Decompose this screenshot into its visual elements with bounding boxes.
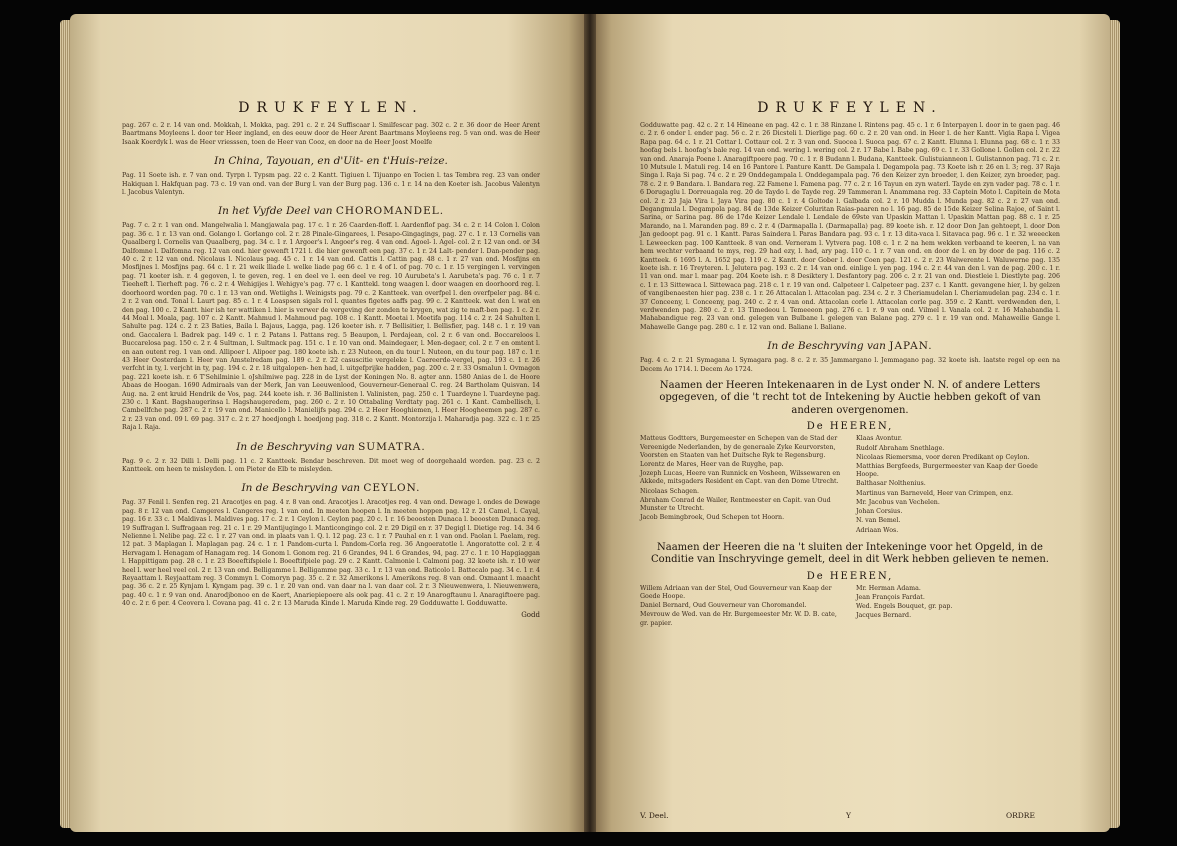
- china-paragraph: Pag. 11 Soete ish. r. 7 van ond. Tyrpn l. Typsm pag. 22 c. 2 Kantt. Tigiuen l. Tijuanpo en Tocien l. tas Tembra reg. 23 van onder Hakiquan l. Hakfquan pag. 73 c. 19 van ond. van der Burg l. van der Burg pag. 136 c. 1 r. 14 na den Koeter ish. Jacobus Valentyn l. Jacobus Valentyn.: [122, 172, 540, 197]
- japan-paragraph: Pag. 4 c. 2 r. 21 Symagana l. Symagara pag. 8 c. 2 r. 35 Jammargano l. Jemmagano pag. 32 koete ish. laatste regel op een na Decem Ao 1714. l. Decem Ao 1724.: [640, 357, 1060, 373]
- subscriber-name: Wed. Engels Bouquet, gr. pap.: [856, 603, 953, 611]
- sumatra-paragraph: Pag. 9 c. 2 r. 32 Dilli l. Delli pag. 11 c. 2 Kantteek. Bendar beschreven. Dit moet weg of doorgehaald worden. pag. 23 c. 2 Kantteek. om heen te misleyden. l. om Pieter de Elb te misleyden.: [122, 457, 540, 473]
- running-head-right: DRUKFEYLEN.: [757, 100, 943, 116]
- subscriber-name: Balthasar Nolthenius.: [856, 480, 926, 488]
- late-subscribers-column-left: [640, 585, 844, 629]
- section-heading-name: CEYLON.: [363, 482, 421, 495]
- subscribers-list: [640, 435, 1060, 535]
- section-heading-choromandel: [122, 205, 540, 217]
- subscribers-title: Naamen der Heeren Intekenaaren in de Lyst onder N. N. of andere Letters opgegeven, of die 't recht tot de Intekening by Auctie hebben gekoft of van anderen overgenomen.: [659, 379, 1041, 416]
- subscriber-name: Jacques Bernard.: [856, 612, 912, 620]
- section-heading-name: JAPAN.: [889, 340, 933, 353]
- subscribers-column-left: [640, 435, 844, 535]
- section-heading-prefix: In de Beschryving van: [767, 340, 886, 353]
- subscriber-name: Johan Corsius.: [856, 508, 903, 516]
- late-subscribers-title: Naamen der Heeren die na 't sluiten der Intekeninge voor het Opgeld, in de Conditie van Inschryvinge gemelt, deel in dit Werk hebben gelieven te nemen.: [651, 541, 1049, 566]
- section-heading-prefix: In de Beschryving van: [236, 440, 355, 453]
- subscribers-column-right: [856, 435, 1060, 535]
- left-page-text: [122, 100, 540, 619]
- subscriber-name: Mr. Jacobus van Vechelen.: [856, 498, 940, 506]
- section-heading-name: CHOROMANDEL.: [335, 205, 445, 218]
- book-gutter: [584, 14, 596, 832]
- section-heading-ceylon: [122, 482, 540, 494]
- section-heading-name: SUMATRA.: [358, 440, 426, 453]
- subscriber-name: Willem Adriaan van der Stel, Oud Gouverneur van Kaap der Goede Hoope.: [640, 584, 832, 600]
- subscriber-name: Martinus van Barneveld, Heer van Crimpen, enz.: [856, 489, 1014, 497]
- catchword-right: ORDRE: [1006, 811, 1035, 820]
- subscriber-name: Jacob Bemingbroek, Oud Schepen tot Hoorn.: [640, 514, 785, 522]
- catchword-left: Godd: [521, 610, 540, 619]
- subscriber-name: Rudolf Abraham Snethlage.: [856, 444, 945, 452]
- section-heading-japan: [640, 340, 1060, 352]
- running-head-left: DRUKFEYLEN.: [238, 100, 424, 116]
- subscriber-name: Nicolaas Riemersma, voor deren Predikant op Ceylon.: [856, 453, 1030, 461]
- subscriber-name: Klaas Avontur.: [856, 435, 903, 443]
- open-book: [70, 14, 1110, 832]
- subscriber-name: Abraham Conrad de Wailer, Rentmeester en Capit. van Oud Munster te Utrecht.: [640, 496, 831, 513]
- signature-mark: V. Deel.: [640, 811, 669, 820]
- subscribers-heading: De HEEREN,: [806, 421, 894, 433]
- ceylon-continued-paragraph: Godduwatte pag. 42 c. 2 r. 14 Hineane en pag. 42 c. 1 r. 38 Rinzane l. Rintens pag. 45 c. 1 r. 6 Interpayen l. door in te gaen pag. 46 c. 2 r. 6 onder l. ender pag. 56 c. 2 r. 26 Dicsteli l. Dierlige pag. 60 c. 2 r. 20 van ond. in Heer l. de her Kantt. Vigia Rapa l. Vigea Rapa pag. 64 c. 1 r. 21 Cottar l. Cottaur col. 2 r. 3 van ond. Suocea l. Suoca pag. 67 c. 2 Kantt. Elunna l. Elunna pag. 68 c. 1 r. 33 hoofag bels l. hoofag's bale reg. 14 van ond. wering l. wering col. 2 r. 17 Babe l. Babe pag. 69 c. 1 r. 33 Gollone l. Gollen col. 2 r. 22 van ond. Anaraja Poene l. Anaragiftpoere pag. 70 c. 1 r. 8 Budann l. Budana, Kantteek. Gulistuianneon l. Gulistannon pag. 71 c. 2 r. 10 Mutsule l. Matuli reg. 14 en 16 Pantore l. Panture Kantt. De Gampala l. Degampola pag. 73 Koete ish r. 26 en l. 3; reg. 37 Raja Singa l. Raja Si pag. 74 c. 2 r. 29 Onddegampala l. Onddegampala pag. 76 den Keizer zyn broeder, l. den Keizer, zyn broeder, pag. 78 c. 2 r. 9 Bandara. l. Bandara reg. 22 Famene l. Famena pag. 77 c. 2 r. 16 Tayun en zyn waterl. Tayde en zyn vader pag. 78 c. 1 r. 6 Dorugaglu l. Dorreuagala reg. 20 de Taydo l. de Tayde reg. 29 Tammeran l. Anammana reg. 33 Captein Moto l. Capitein de Mota col. 2 r. 23 Jaja Vira l. Jaya Vira pag. 80 c. 1 r. 4 Goltode l. Galbada col. 2 r. 10 Mudda l. Munda pag. 82 c. 2 r. 27 van ond. Degangmula l. Degampola pag. 84 de 13de Keizer Coluritan Raias-paaren no l. 16 pag. 85 de 15de Keizer Selina Rajoe, of Saint l. Sarina, or Sarina pag. 86 de 17de Keizer Lendale l. Lendale de 69ste van Upaskin Mattan l. Upaskin Mattan pag. 88 c. 1 r. 25 Marando, na l. Maranden pag. 89 c. 2 r. 4 (Darmapalla l. (Darmapalla) pag. 89 koete ish. r. 12 door Don Jan gehtoept, l. door Don Jan gedoopt pag. 91 c. 1 Kantt. Paras Saindera l. Paras Bandara pag. 93 c. 1 r. 13 dita-vaca l. Sitavaca pag. 96 c. 1 r. 32 weeecken l. Leweecken pag. 100 Kantteek. 8 van ond. Verneram l. Vytvera pag. 108 c. 1 r. 2 na hem wekken verbaand te keeren, l. na van hem wechter verbaand te mys, reg. 29 had ezy, l. had, ary pag. 110 c. 1 r. 7 van ond. en door de l. en by door de pag. 116 c. 2 Kantteek. 6 1695 l. A. 1652 pag. 119 c. 2 Kantt. door Gober l. door Coen pag. 121 c. 2 r. 23 Walwerente l. Waluwerne pag. 135 koete ish. r. 16 Treyteren. l. Jelutera pag. 193 c. 2 r. 14 van ond. einlige l. yen pag. 194 c. 2 r. 44 van den l. van de pag. 200 c. 1 r. 11 van ond. mar l. maar pag. 204 Koete ish. r. 8 Desiktery l. Desfantory pag. 206 c. 2 r. 21 van ond. Diestleie l. Diestlyte pag. 206 c. 1 r. 13 Sittewaca l. Sittewaca pag. 218 c. 1 r. 19 van ond. Calpeteer l. Calpeteer pag. 237 c. 1 Kantt. gevangene hier, l. by gelzen of vangibenaesten hier pag. 238 c. 1 r. 26 Attacalan l. Attacolan pag. 234 c. 2 r. 3 Cheriamudelan l. Cheriamudelan pag. 234 c. 1 r. 37 Conceeny, l. Conceeny, pag. 240 c. 2 r. 4 van ond. Attacolan corle l. Attacolan corle pag. 359 c. 2 Kantt. verdwenden den, l. verdwenden pag. 280 c. 2 r. 13 Timedeou l. Temeeeon pag. 276 c. 1 r. 9 van ond. Vilmel l. Vanala col. 2 r. 16 Mahabandia l. Mahabandigue reg. 23 van ond. gelegen van Bulbane l. gelegen van Balane pag. 279 c. 1 r. 19 van ond. Mahaweilie Gange l. Mahawelle Gange pag. 280 c. 1 r. 12 van ond. Baliane l. Baliane.: [640, 122, 1060, 331]
- section-heading-sumatra: [122, 441, 540, 453]
- subscriber-name: N. van Bemel.: [856, 517, 901, 525]
- subscriber-name: Jean François Fardat.: [856, 593, 925, 601]
- intro-paragraph: pag. 267 c. 2 r. 14 van ond. Mokkah, l. Mokka, pag. 291 c. 2 r. 24 Suffiscaar l. Smilfescar pag. 302 c. 2 r. 36 door de Heer Arent Baartmans Moyleens l. door ter Heer ingland, en des eeuw door de Heer Arent Baartmans Moyleens reg. 5 van ond. was de Heer Isaak Koerdyk l. was de Heer vriesssen, toen de Heer van Cooz, en door na de Heer Joost Moelfe: [122, 122, 540, 146]
- late-subscribers-column-right: [856, 585, 1060, 629]
- subscriber-name: Mevrouw de Wed. van de Hr. Burgemeester Mr. W. D. B. cate, gr. papier.: [640, 611, 837, 627]
- subscriber-name: Nicolaas Schagen.: [640, 487, 700, 495]
- subscriber-name: Mr. Herman Adama.: [856, 584, 921, 592]
- late-subscribers-heading: De HEEREN,: [806, 570, 894, 582]
- left-page: [70, 14, 584, 832]
- subscriber-name: Jozeph Lucas, Heere van Runnick en Vosheen, Wilssewaren en Akkede, mitsgaders Resident en Capt. van den Dome Utrecht.: [640, 470, 841, 486]
- choromandel-paragraph: Pag. 7 c. 2 r. 1 van ond. Mangelwalia l. Mangjawala pag. 17 c. 1 r. 26 Caarden-floff. l. Aardenflof pag. 34 c. 2 r. 14 Colon l. Colon pag. 36 c. 1 r. 13 van ond. Golango l. Gorlango col. 2 r. 28 Pinale-Gingarees, l. Pesapo-Gingagings, pag. 27 c. 1 r. 13 Cornelis van Quaalberg l. Cornelis van Quaalberg, pag. 34 c. 1 r. 1 Argoer's l. Angoer's reg. 4 van ond. Agoel- l. Agel- col. 2 r. 12 van ond. or 34 Dalfomne l. Dalfomna reg. 12 van ond. hier gewenft 1721 l. die hier gewenft een pag. 37 c. 1 r. 24 Lalt- pender l. Dan-pender pag. 40 c. 2 r. 12 van ond. Nicolaus l. Nicolaus pag. 45 c. 1 r. 14 van ond. Cattis l. Cattin pag. 48 c. 1 r. 27 van ond. Mosfijns en Mosfijnes l. Mosfijns pag. 64 c. 1 r. 21 weik lliade l. welke liade pag 66 c. 1 r. 4 of l. of pag. 70 c. 1 r. 15 vergingen l. vervingen pag. 71 koeter ish. r. 4 gegoven, l. te geven, reg. 1 en deel ve l. een deel ve reg. 10 Aurubeta's l. Aarubeta's pag. 76 c. 1 r. 7 Tieeheft l. Tierheft pag. 76 c. 2 r. 4 Wehigijes l. Wehigye's pag. 77 c. 1 Kanttekl. tong waagen l. door waagen en doorhoord reg. l. doorhoord worden pag. 70 c. 1 r. 13 van ond. Wetiighs l. Weinigsts pag. 79 c. 2 Kantteek. van overfpel l. den overfpeler pag. 84 c. 2 r. 2 van ond. Tonal l. Laurt pag. 85 c. 1 r. 4 Loaspsen sigals rol l. quantes figetes aaffs pag. 99 c. 2 Kantteek. wat den l. wat en den pag. 100 c. 2 Kantt. hier ish ter wattiken l. hier is verwer de vergeving der zonden te krygen, wat zig te maft-ben pag. 1 c. 2 r. 44 Moal l. Moala, pag. 107 c. 2 Kantt. Mahmud l. Mahmoud pag. 108 c. 1 Kantt. Moetai l. Moetifa pag. 114 c. 2 r. 24 Sahulten l. Sahulte pag. 124 c. 2 r. 23 Baties, Baila l. Bajaus, Lagga, pag. 126 koeter ish. r. 7 Bellisitier, l. Bellisfier, pag. 148 c. 1 r. 19 van ond. Gaccalera l. Badrek pag. 149 c. 1 r. 2 Patans l. Pattans reg. 5 Beaupon, l. Perdajean, col. 2 r. 6 van ond. Boccareloos l. Buccarelosa pag. 150 c. 2 r. 4 Sultman, l. Sultmack pag. 151 c. 1 r. 10 van ond. Maindegaer, l. Men-degaer, col. 2 r. 7 en omtent l. en aan outent reg. 1 van ond. Allipoer l. Alipoer pag. 180 koete ish. r. 23 Nuteon, en du tour l. Nuteon, en du tour pag. 187 c. 1 r. 43 Heer Oosterdam l. Heer van Amstelredam pag. 189 c. 2 r. 22 casuscitie vergeleke l. Caereerde-vergel, pag. 193 c. 1 r. 26 verfcht in ty, l. verjcht in ty, pag. 194 c. 2 r. 18 uitgalopen- hen had, l. uitgefprijke hadden, pag. 200 c. 2 r. 33 Osmalun l. Ovmagon pag. 221 koete ish. r. 6 T'Sehilminie l. oJshilmiwe pag. 228 in de Lyst der Koningen No. 8. agter ann. 1580 Anias de l. de Hoore Abaas de Hoogan. 1690 Admiraals van der Merk, Jan van Leeuwenlood, Gouverneur-Generaal C. reg. 24 Bartholam Quisvan. 14 Aug. na. 2 ent kruid Hendrik de Vos, pag. 244 koete ish. r. 36 Ballinisten l. Valinisten, pag. 250 c. 1 Tuardeyne l. Tuardeyne pag. 230 c. 1 Kant. Bagshaugerinsa l. Hagshaugeredem, pag. 260 c. 2 r. 10 Ottabaling Verdtaty pag. 261 c. 1 Kant. Cambellisch, l. Cambellfche pag. 287 c. 2 r. 19 van ond. Manicello l. Manielijfs pag. 294 c. 2 Heer Hooghiemen, l. Heer Hoogheemen pag. 287 c. 2 r. 23 van ond. 09 l. 69 pag. 317 c. 2 r. 27 hoedjongh l. hoedjong pag. 318 c. 2 Kantt. Montorzija l. Maharadja pag. 322 c. 1 r. 25 Raja l. Raja.: [122, 222, 540, 432]
- subscriber-name: Matthias Bergfeeds, Burgermeester van Kaap der Goede Hoope.: [856, 463, 1038, 479]
- section-heading-china: In China, Tayouan, en d'Uit- en t'Huis-reize.: [214, 155, 448, 168]
- ceylon-paragraph: Pag. 37 Fenil l. Senfen reg. 21 Aracotjes en pag. 4 r. 8 van ond. Aracotjes l. Aracotjes reg. 4 van ond. Dewage l. ondes de Dewage pag. 8 r. 12 van ond. Camgeres l. Cangeres reg. 1 van ond. In meeten hoopen l. In meeten hoppen pag. 12 r. 21 Camel, l. Cayal, pag. 16 r. 33 c. 1 Maldivas l. Maldives pag. 17 c. 2 r. 1 Ceylon l. Ceylon pag. 20 c. 1 r. 16 beoosten Dunaca l. beoosten Dunaca reg. 19 Suffragan l. Suffragaan reg. 21 c. 1 r. 29 Mantijugingo l. Manticongingo col. 2 r. 29 Digil en r. 37 Degigl l. Dietige reg. 14. 34 6 Nelienne l. Nelibe pag. 22 c. 1 r. 27 van ond. in plaats van l. Q. l. 12 pag. 23 c. 1 r. 7 Pauhal en r. 1 van ond. Paolan l. Paelam, reg. 12 pat. 3 Maplagan l. Maplagan pag. 24 c. 1 r. 1 Pandom-curta l. Pandom-Corla reg. 36 Angoeratotle l. Angoratotte col. 2 r. 4 Hervagam l. Henagam of Hanagam reg. 14 Gonom l. Gonom reg. 21 6 Grandes, 94 l. 6 Grandes, 94, pag. 27 c. 1 r. 10 Hapgiaggan l. Happittigam pag. 28 c. 1 r. 23 Boeeftifspiele l. Boeeftifpiele pag. 29 c. 2 Kantt. Calmonie l. Calmoni pag. 32 koete ish. r. 10 wer heel l. wer heel veel col. 2 r. 13 van ond. Belligamme l. Belligamme pag. 33 c. 1 r. 13 van ond. Baticolo l. Battecalo pag. 34 c. 1 r. 4 Reyaattam l. Reyjaattam reg. 3 Commyn l. Comoryn pag. 35 c. 2 r. 32 Amerikons l. Amerikons reg. 8 van ond. Oxmaant l. maacht pag. 36 c. 2 r. 25 Kynjam l. Kyngam pag. 39 c. 1 r. 20 van ond. van daar na l. van daar col. 2 r. 3 Nieuwenwera, l. Nieuwenwera, pag. 40 c. 1 r. 9 van ond. Anarodjbonoo en de Kaert, Anariepiepoere als ook pag. 41 c. 2 r. 19 Anarogftaunu l. Anaragiftoere pag. 40 c. 2 r. 6 per. 4 Ceovera l. Covana pag. 41 c. 2 r. 13 Maruda Kinde l. Maruda Kinde reg. 29 Godduwatte l. Godduwatte.: [122, 499, 540, 608]
- right-page: [596, 14, 1110, 832]
- subscriber-name: Lorentz de Mares, Heer van de Ruyghe, pap.: [640, 461, 784, 469]
- subscriber-name: Daniel Bernard, Oud Gouverneur van Choromandel.: [640, 602, 807, 610]
- late-subscribers-list: [640, 585, 1060, 629]
- section-heading-prefix: In de Beschryving van: [241, 482, 361, 495]
- section-heading-prefix: In het Vyfde Deel van: [217, 205, 333, 218]
- subscriber-name: Adriaan Wos.: [856, 526, 899, 534]
- gathering-mark: Y: [846, 811, 851, 820]
- right-page-text: [640, 100, 1060, 629]
- subscriber-name: Matteus Godtters, Burgemeester en Schepen van de Stad der Vereenigde Nederlanden, by de generaale Zyke Keurvorsten, Voorsten en Staaten van het Duitsche Ryk te Regensburg.: [640, 435, 838, 459]
